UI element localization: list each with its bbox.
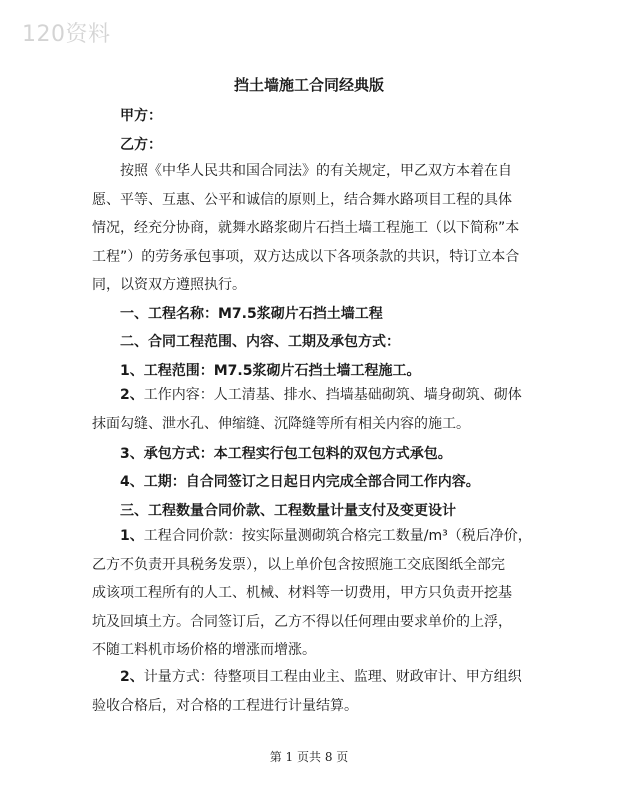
section-heading-price: 三、工程数量合同价款、工程数量计量支付及变更设计 bbox=[120, 503, 456, 519]
item-line bbox=[92, 663, 522, 692]
item-line: 成该项工程所有的人工、机械、材料等一切费用，甲方只负责开挖基 bbox=[92, 585, 512, 601]
item-text: 计量方式：待整项目工程由业主、监理、财政审计、甲方组织 bbox=[143, 669, 522, 685]
item-line: 不随工料机市场价格的增涨而增涨。 bbox=[92, 642, 316, 658]
item-scope: 1、工程范围：M7.5浆砌片石挡土墙工程施工。 bbox=[120, 363, 421, 379]
item-line: 乙方不负责开具税务发票），以上单价包含按照施工交底图纸全部完 bbox=[92, 556, 505, 573]
item-number: 1、 bbox=[120, 528, 144, 544]
intro-line: 工程”）的劳务承包事项，双方达成以下各项条款的共识，特订立本合 bbox=[92, 248, 520, 265]
item-work-period: 4、工期：自合同签订之日起日内完成全部合同工作内容。 bbox=[120, 474, 480, 490]
item-number: 2、 bbox=[120, 387, 144, 403]
party-a-label: 甲方： bbox=[120, 108, 162, 124]
item-work-content bbox=[92, 381, 522, 438]
item-line bbox=[92, 381, 522, 410]
item-contract-mode: 3、承包方式：本工程实行包工包料的双包方式承包。 bbox=[120, 446, 452, 462]
item-line: 抹面勾缝、泄水孔、伸缩缝、沉降缝等所有相关内容的施工。 bbox=[92, 415, 470, 432]
item-line bbox=[92, 522, 532, 551]
document-title: 挡土墙施工合同经典版 bbox=[233, 76, 384, 94]
section-heading-scope: 二、合同工程范围、内容、工期及承包方式： bbox=[120, 334, 400, 350]
item-text: 工程合同价款：按实际量测砌筑合格完工数量/m³（税后净价， bbox=[143, 528, 532, 544]
item-contract-price bbox=[92, 522, 532, 665]
intro-line: 同，以资双方遵照执行。 bbox=[92, 277, 246, 293]
page-number-footer: 第 1 页共 8 页 bbox=[269, 750, 349, 764]
intro-paragraph bbox=[92, 157, 519, 300]
item-line: 验收合格后，对合格的工程进行计量结算。 bbox=[92, 697, 358, 714]
item-number: 2、 bbox=[120, 669, 144, 685]
intro-line: 情况，经充分协商，就舞水路浆砌片石挡土墙工程施工（以下简称”本 bbox=[92, 220, 520, 236]
party-b-label: 乙方： bbox=[120, 137, 162, 153]
item-line: 坑及回填土方。合同签订后，乙方不得以任何理由要求单价的上浮， bbox=[92, 613, 512, 630]
item-measurement bbox=[92, 663, 522, 720]
section-heading-project-name: 一、工程名称：M7.5浆砌片石挡土墙工程 bbox=[120, 306, 383, 322]
intro-line: 按照《中华人民共和国合同法》的有关规定，甲乙双方本着在自 bbox=[120, 163, 512, 179]
watermark: 120资料 bbox=[22, 22, 111, 47]
item-text: 工作内容：人工清基、排水、挡墙基础砌筑、墙身砌筑、砌体 bbox=[143, 387, 522, 403]
intro-line: 愿、平等、互惠、公平和诚信的原则上，结合舞水路项目工程的具体 bbox=[92, 191, 512, 208]
